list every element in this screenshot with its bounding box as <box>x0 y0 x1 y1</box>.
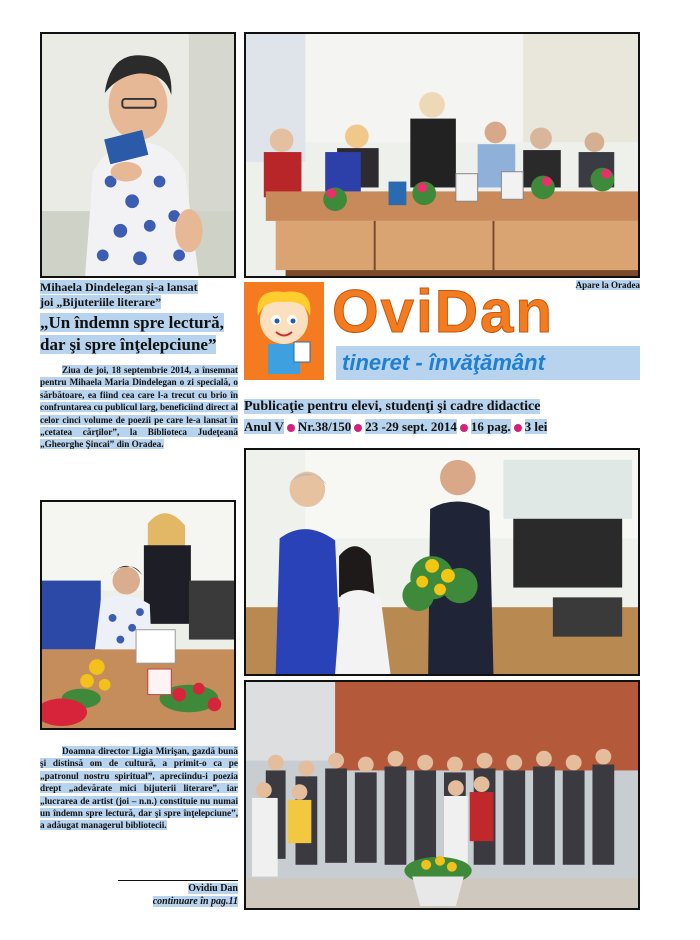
continued-note <box>118 895 238 908</box>
photo-caption <box>40 280 238 310</box>
issue-line <box>244 418 640 436</box>
issue-year: Anul V <box>244 419 284 434</box>
bullet-icon <box>460 424 468 432</box>
continued-text: continuare în pag.11 <box>152 896 238 907</box>
issue-price: 3 lei <box>524 419 548 434</box>
photo-speaker <box>40 32 236 278</box>
caption-line-2: joi „Bijuteriile literare” <box>40 295 162 309</box>
article-body-2 <box>40 745 238 832</box>
headline-text: „Un îndemn spre lectură, dar şi spre înţelepciune” <box>40 313 224 354</box>
newspaper-subtitle: tineret - învăţământ <box>336 346 640 380</box>
publication-text: Publicaţie pentru elevi, studenţi şi cadre didactice <box>244 399 541 414</box>
bullet-icon <box>287 424 295 432</box>
apare-text: Apare la Oradea <box>575 280 640 290</box>
caption-line-1: Mihaela Dindelegan şi-a lansat <box>40 280 198 294</box>
apare-label <box>576 280 640 290</box>
mascot-logo <box>244 282 324 380</box>
photo-group <box>244 680 640 910</box>
issue-number: Nr.38/150 <box>297 419 352 434</box>
publication-line <box>244 398 640 416</box>
author-name: Ovidiu Dan <box>188 883 238 894</box>
issue-pages: 16 pag. <box>470 419 511 434</box>
photo-author-signing <box>40 500 236 730</box>
article-body-1 <box>40 364 238 451</box>
body-2-text: Doamna director Ligia Mirişan, gazdă bună şi distinsă om de cultură, a primit-o ca pe „patronul nostru spiritual”, apreciindu-i poezia drept „adevărate mici bijuterii literare”, iar „lucrarea de artist (joi – n.n.) constituie nu numai un îndemn spre lectură, dar şi spre înţelepciune”, a adăugat managerul bibliotecii. <box>40 746 238 831</box>
article-headline <box>40 312 238 356</box>
bullet-icon <box>354 424 362 432</box>
masthead <box>244 278 640 390</box>
photo-bouquet <box>244 448 640 676</box>
bullet-icon <box>514 424 522 432</box>
newspaper-title: OviDan <box>332 278 555 345</box>
issue-dates: 23 -29 sept. 2014 <box>365 419 457 434</box>
article-author <box>118 880 238 895</box>
photo-presidium <box>244 32 640 278</box>
body-1-text: Ziua de joi, 18 septembrie 2014, a însemnat pentru Mihaela Maria Dindelegan o zi specială, o sărbătoare, ea fiind cea care l-a trecut cu brio în confruntarea cu publicul larg, beneficiind direct al celor cinci volume de poezii pe care le-a lansat în „cetatea cărţilor”, la Biblioteca Judeţeană „Gheorghe Şincai” din Oradea. <box>40 365 238 450</box>
